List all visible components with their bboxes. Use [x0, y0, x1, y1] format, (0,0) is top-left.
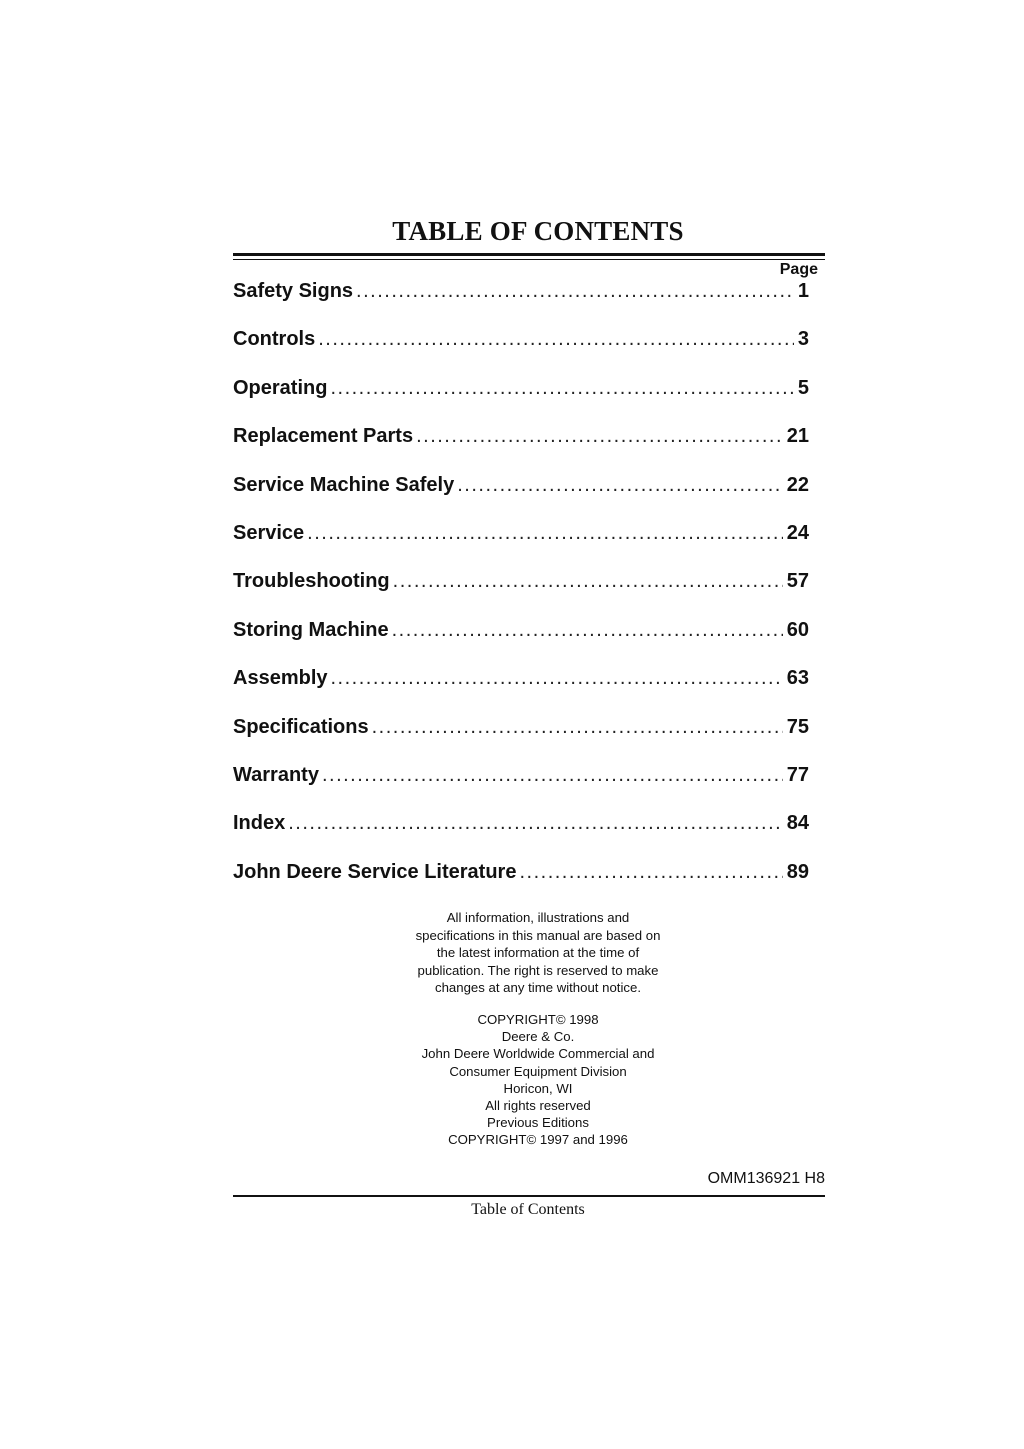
- copyright-line: Horicon, WI: [503, 1080, 573, 1096]
- toc-leader-dots: [331, 667, 783, 690]
- page-title: TABLE OF CONTENTS: [392, 216, 684, 246]
- toc-item[interactable]: [233, 522, 809, 570]
- toc-item[interactable]: [233, 667, 809, 715]
- toc-item-label: Assembly: [233, 667, 328, 690]
- toc-item[interactable]: [233, 377, 809, 425]
- toc-item-page: 1: [797, 280, 809, 302]
- copyright-line: COPYRIGHT© 1997 and 1996: [448, 1132, 628, 1148]
- toc-item[interactable]: [233, 764, 809, 812]
- toc-item-label: Warranty: [233, 763, 319, 786]
- page-column-label: Page: [779, 261, 818, 278]
- toc-item[interactable]: [233, 280, 809, 328]
- disclaimer-line: the latest information at the time of: [436, 945, 640, 960]
- copyright-line: Previous Editions: [487, 1115, 589, 1131]
- toc-item[interactable]: [233, 716, 809, 764]
- toc-item-page: 21: [786, 425, 809, 448]
- toc-leader-dots: [457, 474, 783, 497]
- toc-leader-dots: [322, 764, 783, 787]
- toc-leader-dots: [356, 280, 794, 303]
- title-double-rule: [233, 253, 825, 260]
- toc-item-label: Storing Machine: [233, 618, 389, 641]
- toc-item[interactable]: [233, 812, 809, 860]
- toc-leader-dots: [392, 619, 783, 642]
- toc-item-page: 3: [797, 328, 809, 351]
- toc-item-label: John Deere Service Literature: [233, 860, 517, 883]
- toc-item-page: 22: [786, 473, 809, 496]
- toc-leader-dots: [519, 861, 782, 884]
- toc-item-page: 24: [786, 521, 809, 544]
- toc-leader-dots: [288, 812, 783, 835]
- toc-item-page: 63: [786, 667, 809, 690]
- toc-leader-dots: [393, 570, 783, 593]
- toc-leader-dots: [318, 328, 794, 351]
- toc-leader-dots: [307, 522, 783, 545]
- toc-item-page: 75: [786, 715, 809, 738]
- copyright-line: All rights reserved: [485, 1098, 591, 1114]
- toc-item-page: 89: [786, 860, 809, 883]
- document-code: OMM136921 H8: [707, 1170, 825, 1187]
- toc-item-page: 57: [786, 570, 809, 593]
- toc-item-page: 5: [797, 376, 809, 399]
- toc-item[interactable]: [233, 425, 809, 473]
- toc-item[interactable]: [233, 619, 809, 667]
- toc-leader-dots: [416, 425, 783, 448]
- toc-item-label: Replacement Parts: [233, 425, 414, 448]
- toc-leader-dots: [330, 377, 793, 400]
- toc-item-label: Service: [233, 521, 305, 544]
- toc-list: [233, 280, 809, 909]
- toc-item[interactable]: [233, 570, 809, 618]
- copyright-line: Consumer Equipment Division: [449, 1063, 627, 1079]
- toc-item-label: Index: [233, 812, 286, 835]
- disclaimer-line: publication. The right is reserved to make: [417, 962, 659, 978]
- toc-item-label: Controls: [233, 328, 316, 351]
- copyright-line: Deere & Co.: [501, 1029, 575, 1045]
- copyright-line: COPYRIGHT© 1998: [477, 1012, 599, 1027]
- disclaimer-text: [388, 909, 688, 997]
- footer-label: Table of Contents: [471, 1201, 585, 1218]
- disclaimer-line: specifications in this manual are based on: [415, 927, 661, 943]
- toc-item[interactable]: [233, 861, 809, 909]
- toc-item-page: 84: [786, 812, 809, 835]
- disclaimer-line: changes at any time without notice.: [435, 980, 641, 995]
- footer-rule: [233, 1195, 825, 1197]
- toc-item-label: Safety Signs: [233, 280, 354, 302]
- copyright-line: John Deere Worldwide Commercial and: [421, 1046, 655, 1062]
- toc-item[interactable]: [233, 328, 809, 376]
- toc-item-page: 60: [786, 618, 809, 641]
- toc-item-label: Troubleshooting: [233, 570, 390, 593]
- disclaimer-line: All information, illustrations and: [446, 910, 630, 925]
- toc-leader-dots: [372, 716, 783, 739]
- toc-item-label: Service Machine Safely: [233, 473, 455, 496]
- toc-item-page: 77: [786, 763, 809, 786]
- copyright-notice: [388, 1011, 688, 1149]
- toc-item[interactable]: [233, 474, 809, 522]
- toc-item-label: Specifications: [233, 715, 369, 738]
- toc-item-label: Operating: [233, 376, 328, 399]
